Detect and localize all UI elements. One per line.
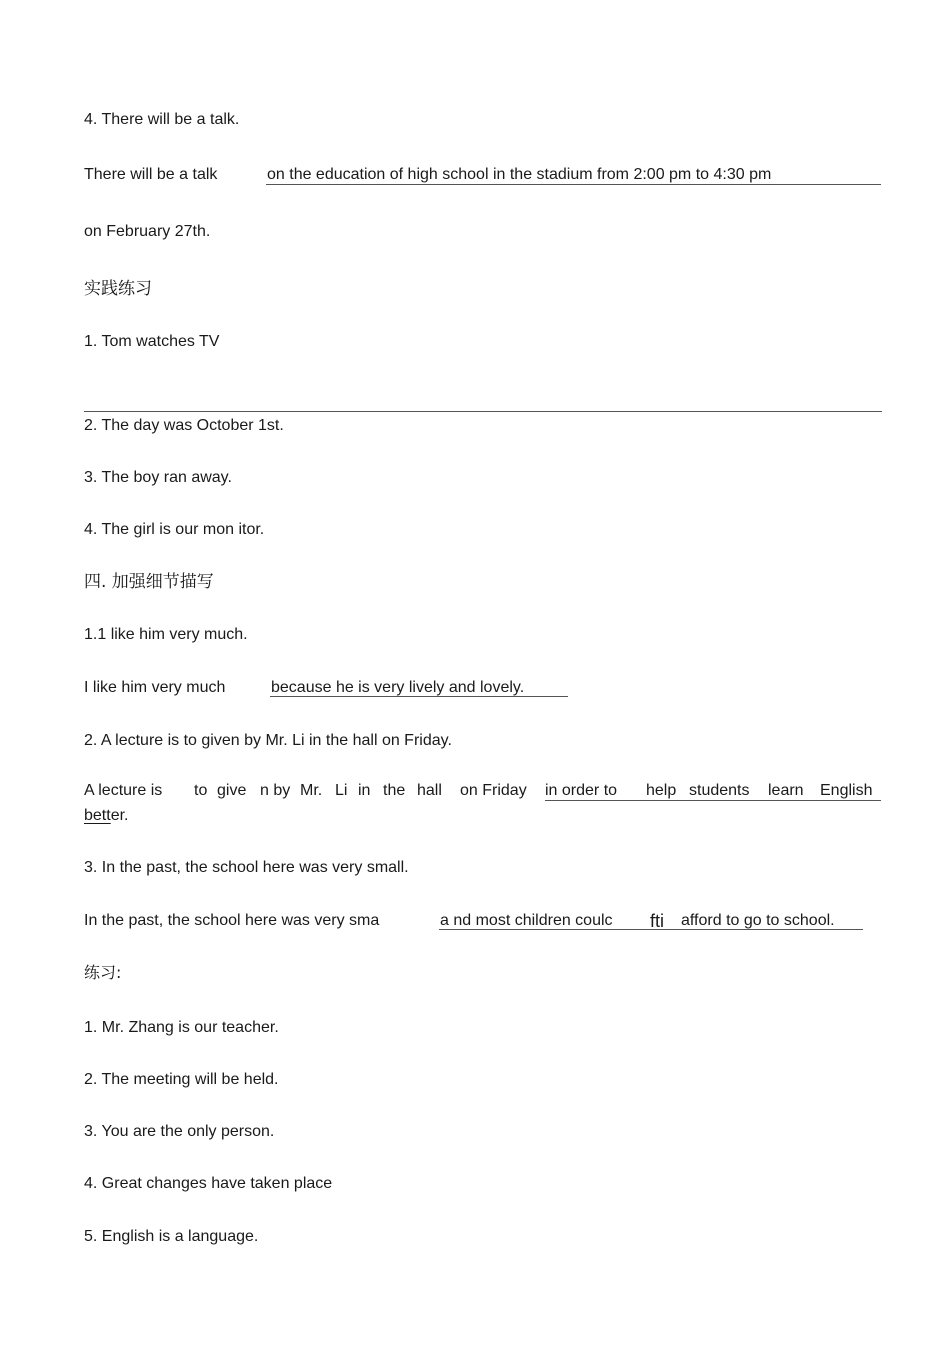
detail-ex2-continuation: [84, 806, 128, 826]
detail-ex3-lead: In the past, the school here was very sma: [84, 912, 380, 929]
example-4-continuation: on February 27th.: [84, 223, 211, 240]
detail-ex3-answer-a: a nd most children coulc: [440, 912, 613, 929]
exercise-heading: 练习:: [84, 963, 122, 982]
answer-word: English: [820, 782, 873, 799]
detail-ex1-prompt: 1.1 like him very much.: [84, 626, 248, 643]
practice-heading: 实践练习: [84, 279, 152, 299]
detail-ex2-answer-line: [84, 782, 881, 802]
word: give: [217, 782, 247, 799]
detail-ex1-answer: because he is very lively and lovely.: [271, 679, 525, 696]
practice-item-1: 1. Tom watches TV: [84, 333, 220, 350]
section-4-heading: 四. 加强细节描写: [84, 572, 214, 592]
example-4-lead: There will be a talk: [84, 166, 218, 183]
detail-ex3-answer-c: afford to go to school.: [681, 912, 835, 929]
practice-item-4: 4. The girl is our mon itor.: [84, 521, 265, 538]
exercise-item-1: 1. Mr. Zhang is our teacher.: [84, 1019, 279, 1036]
word: in: [358, 782, 371, 799]
detail-ex3-answer-b: fti: [650, 911, 665, 931]
word: on Friday: [460, 782, 527, 799]
continuation-rest: er.: [110, 807, 129, 824]
exercise-item-5: 5. English is a language.: [84, 1228, 259, 1245]
word: n by: [260, 782, 291, 799]
blank-answer-line: [84, 411, 882, 412]
answer-underline: [439, 929, 863, 930]
exercise-item-4: 4. Great changes have taken place: [84, 1175, 333, 1192]
word: hall: [417, 782, 442, 799]
exercise-item-2: 2. The meeting will be held.: [84, 1071, 279, 1088]
answer-underline: [545, 800, 881, 801]
example-4-answer: on the education of high school in the stadium from 2:00 pm to 4:30 pm: [267, 166, 772, 183]
word: A lecture is: [84, 782, 163, 799]
detail-ex1-lead: I like him very much: [84, 679, 226, 696]
word: Li: [335, 782, 348, 799]
detail-ex3-prompt: 3. In the past, the school here was very small.: [84, 859, 409, 876]
detail-ex2-prompt: 2. A lecture is to given by Mr. Li in the hall on Friday.: [84, 732, 452, 749]
practice-item-2: 2. The day was October 1st.: [84, 417, 284, 434]
example-4-answer-line: [84, 165, 772, 185]
word: the: [383, 782, 406, 799]
word: Mr.: [300, 782, 323, 799]
answer-word: help: [646, 782, 677, 799]
word: to: [194, 782, 208, 799]
continuation-underlined: bett: [84, 807, 111, 824]
detail-ex1-answer-line: [84, 678, 525, 698]
answer-underline: [270, 696, 568, 697]
answer-underline: [266, 184, 881, 185]
answer-word: students: [689, 782, 750, 799]
exercise-item-3: 3. You are the only person.: [84, 1123, 275, 1140]
answer-word: learn: [768, 782, 804, 799]
answer-word: in order to: [545, 782, 618, 799]
example-4-prompt: 4. There will be a talk.: [84, 111, 240, 128]
practice-item-3: 3. The boy ran away.: [84, 469, 232, 486]
detail-ex3-answer-line: [84, 911, 835, 931]
